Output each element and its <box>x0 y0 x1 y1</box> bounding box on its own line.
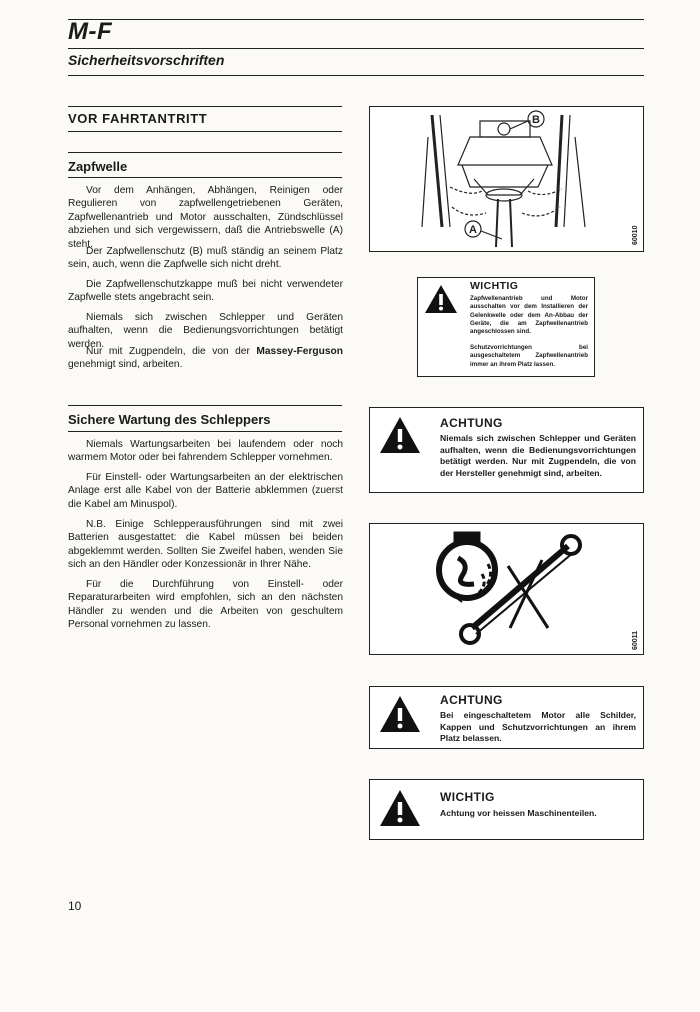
achtung-1-title: ACHTUNG <box>440 416 503 430</box>
achtung-1-text: Niemals sich zwischen Schlepper und Geräten aufhalten, wenn die Bedienungsvorrichtungen betätigt werden. Nur mit Zugpendeln, die von der Hersteller genehmigt sind, arbeiten. <box>440 433 636 478</box>
pto-shaft-figure <box>369 106 644 252</box>
vor-fahrtantritt-top-rule <box>68 106 342 107</box>
wichtig-2-text: Achtung vor heissen Maschinenteilen. <box>440 808 597 818</box>
achtung-box-1 <box>369 407 644 493</box>
wartung-paragraph-3: N.B. Einige Schlepperausführungen sind mit zwei Batterien ausgestattet: die Kabel müssen bei beiden abgeklemmt werden. Sollten Sie Zweifel haben, wenden Sie sich an den Händler oder Konzessionär in Ihrer Nähe. <box>68 519 343 571</box>
header-bottom-rule <box>68 75 644 76</box>
vor-fahrtantritt-heading: VOR FAHRTANTRITT <box>68 111 208 126</box>
page-number: 10 <box>68 899 82 913</box>
figure-1-code: 60010 <box>632 225 639 245</box>
figure-2-code: 60011 <box>632 630 639 650</box>
wartung-paragraph-4: Für die Durchführung von Einstell- oder Reparaturarbeiten wird empfohlen, sich an den nächsten Händler zu wenden und die Arbeiten von geschultem Personal vornehmen zu lassen. <box>68 579 343 631</box>
zapfwelle-bottom-rule <box>68 177 342 178</box>
hot-engine-wrench-figure <box>369 523 644 655</box>
brand-logo: M-F <box>68 18 113 45</box>
wartung-heading: Sichere Wartung des Schleppers <box>68 412 271 427</box>
hot-engine-no-wrench-icon <box>370 524 643 654</box>
zapfwelle-top-rule <box>68 152 342 153</box>
warning-triangle-icon <box>379 416 421 454</box>
zapfwelle-paragraph-4: Niemals sich zwischen Schlepper und Geräten aufhalten, wenn die Bedienungsvorrichtungen betätigt werden. <box>68 312 343 350</box>
wartung-paragraph-2: Für Einstell- oder Wartungsarbeiten an der elektrischen Anlage erst alle Kabel von der Batterie abklemmen (zuerst die Kabel am Minuspol). <box>68 472 343 510</box>
paragraph-5-start: Nur mit Zugpendeln, die von der <box>86 346 257 357</box>
wartung-paragraph-1: Niemals Wartungsarbeiten bei laufendem oder noch warmem Motor oder bei fahrendem Schlepper vornehmen. <box>68 439 343 464</box>
zapfwelle-paragraph-2: Der Zapfwellenschutz (B) muß ständig an seinem Platz sein, auch, wenn die Zapfwelle sich nicht dreht. <box>68 246 343 271</box>
wichtig-box-1 <box>417 277 595 377</box>
header-mid-rule <box>68 48 644 49</box>
zapfwelle-paragraph-5 <box>68 345 343 372</box>
achtung-2-text: Bei eingeschaltetem Motor alle Schilder, Kappen und Schutzvorrichtungen an ihrem Platz belassen. <box>440 710 636 744</box>
wichtig-1-title: WICHTIG <box>470 280 519 292</box>
wichtig-box-2 <box>369 779 644 840</box>
vor-fahrtantritt-bottom-rule <box>68 131 342 132</box>
zapfwelle-heading: Zapfwelle <box>68 159 128 174</box>
achtung-box-2 <box>369 686 644 749</box>
label-a-text: A <box>469 224 477 236</box>
header-top-rule <box>68 19 644 20</box>
wartung-bottom-rule <box>68 431 342 432</box>
zapfwelle-paragraph-3: Die Zapfwellenschutzkappe muß bei nicht verwendeter Zapfwelle stets angebracht sein. <box>68 279 343 304</box>
wichtig-2-title: WICHTIG <box>440 790 495 804</box>
wartung-top-rule <box>68 405 342 406</box>
pto-shaft-drawing <box>370 107 643 251</box>
warning-triangle-icon <box>379 695 421 733</box>
wichtig-1-text-2: Schutzvorrichtungen bei ausgeschaltetem Zapfwellenantrieb immer an ihrem Platz lassen. <box>470 344 588 368</box>
warning-triangle-icon <box>424 284 458 314</box>
paragraph-5-end: genehmigt sind, arbeiten. <box>68 359 183 371</box>
wichtig-1-text-1: Zapfwellenantrieb und Motor ausschalten vor dem Installieren der Gelenkwelle oder dem An-Abbau der Geräte, die am Zapfwellenantrieb angeschlossen sind. <box>470 295 588 336</box>
massey-ferguson-brand-text: Massey-Ferguson <box>256 346 343 357</box>
warning-triangle-icon <box>379 789 421 827</box>
zapfwelle-paragraph-1: Vor dem Anhängen, Abhängen, Reinigen oder Regulieren von zapfwellengetriebenen Geräten, Zapfwellenantrieb und Motor ausschalten, Zündschlüssel abziehen und sich vergewissern, daß die Antriebswelle (A) steht. <box>68 185 343 250</box>
label-b-text: B <box>532 114 540 126</box>
section-title: Sicherheitsvorschriften <box>68 52 225 68</box>
achtung-2-title: ACHTUNG <box>440 693 503 707</box>
